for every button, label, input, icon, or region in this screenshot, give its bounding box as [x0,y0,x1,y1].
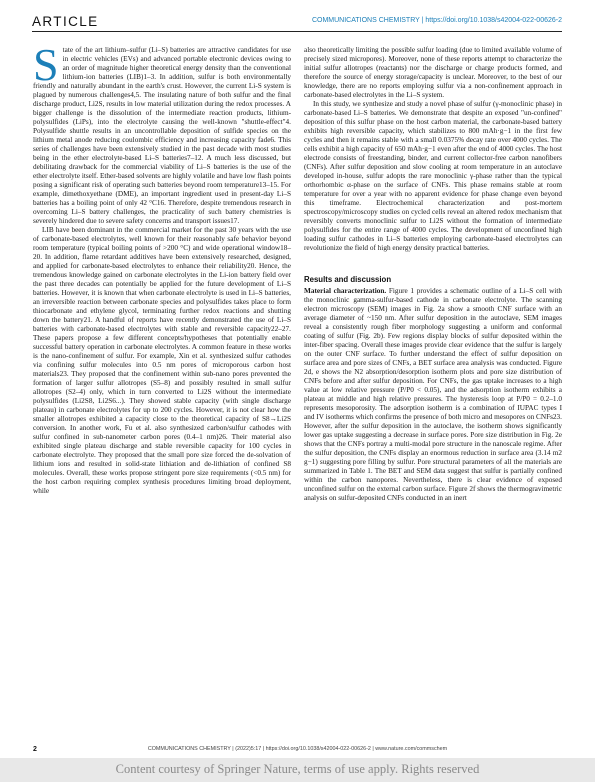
body-paragraph: also theoretically limiting the possible sulfur loading (due to limited available volume of precisely sized micropores). Moreover, none of these reports attempt to characterize the initial sulfur allotropes (reactants) nor the discharge or charge products formed, and therefore the source of energy storage/capacity is unclear. Moreover, to the best of our knowledge, there are no reports employing sulfur via a non-confinement approach in carbonate-based electrolytes in the Li–S system. [304,46,562,99]
intro-paragraph [33,39,291,226]
article-section-label: ARTICLE [32,14,99,29]
page-number: 2 [33,746,37,753]
footer-citation: COMMUNICATIONS CHEMISTRY | (2022)5:17 | https://doi.org/10.1038/s42004-022-00626-2 | www.nature.com/commschem [147,746,448,752]
drop-cap: S [33,39,59,90]
section-heading: Results and discussion [304,275,392,284]
page-header [32,14,562,30]
body-paragraph: In this study, we synthesize and study a novel phase of sulfur (γ-monoclinic phase) in carbonate-based Li–S batteries. We demonstrate that despite an exposed "un-confined" deposition of this sulfur phase on the host carbon material, the carbonate-based battery exhibits high reversible capacity, which stabilizes to 800 mAh·g−1 in the first few cycles and then it remains stable with a small 0.0375% decay rate over 4000 cycles. The cells exhibit a high capacity of 650 mAh·g−1 even after the end of 4000 cycles. The host electrode consists of freestanding, binder, and current collector-free carbon nanofibers (CNFs). After sulfur deposition and slow cooling at room temperature in an autoclave developed in-house, sulfur adopts the rare monoclinic γ-phase rather than the typical orthorhombic α-phase on the surface of CNFs. This phase remains stable at room temperature for over a year with no apparent evidence for phase change even beyond this timeframe. Electrochemical characterization and post-mortem spectroscopy/microscopy studies on cycled cells reveal an altered redox mechanism that reversibly converts monoclinic sulfur to Li2S without the formation of intermediate polysulfides for the entire range of 4000 cycles. The development of unconfined high loading sulfur cathodes in Li–S batteries employing carbonate-based electrolytes can revolutionize the field of high energy density practical batteries. [304,100,562,252]
journal-doi-link[interactable]: COMMUNICATIONS CHEMISTRY | https://doi.org/10.1038/s42004-022-00626-2 [311,17,562,24]
body-paragraph: LIB have been dominant in the commercial market for the past 30 years with the use of carbonate-based electrolytes, well known for their reasonably safe behavior beyond room temperature (typical boiling points of >200 °C) and wide operational window18–20. In addition, flame retardant additives have been extensively researched, designed, and applied for carbonate-based electrolytes to enhance their reliability20. Hence, the tremendous knowledge gained on carbonate electrolytes in the Li-ion battery field over the past three decades can potentially be applied for the future development of Li–S batteries. However, it is known that when carbonate electrolyte is used in Li–S batteries, an irreversible reaction between carbonate species and polysulfides takes place to form thiocarbonate and ethylene glycol, terminating further redox reactions and shutting down the battery21. A handful of reports have recently demonstrated the use of Li–S batteries with carbonate-based electrolytes with stable and reversible capacity22–27. These papers propose a few different concepts/hypotheses that potentially enable successful battery operation in carbonate electrolytes. A common feature in these works is the nano-confinement of sulfur. For example, Xin et al. synthesized sulfur cathodes via confining sulfur molecules into 0.5 nm pores of microporous carbon host materials23. They proposed that the confinement within sub-nano pores prevented the formation of larger sulfur allotropes (S5–8) and possibly resulted in small sulfur allotropes (S2–4) only, which in turn converted to Li2S without the intermediate polysulfides (Li2S8, Li2S6...). They showed stable capacity (with single discharge plateau) in carbonate electrolytes for up to 200 cycles. However, it is not clear how the smaller allotropes exhibited a capacity close to the theoretical capacity of S8→Li2S conversion. In another work, Fu et al. also synthesized carbon/sulfur cathodes with sulfur confined in sub-nanometer carbon pores (0.4–1 nm)26. Their material also exhibited single plateau discharge and stable reversible capacity for 100 cycles in carbonate electrolyte. They proposed that the small pore size forced the de-solvation of lithium ions and resulted in solid-state lithiation and de-lithiation of confined S8 molecules. Overall, these works propose stringent pore size requirements (<0.5 nm) for the host carbon requiring complex synthesis procedures limiting broad deployment, while [33,226,291,495]
intro-paragraph-text: tate of the art lithium–sulfur (Li–S) batteries are attractive candidates for use in electric vehicles (EVs) and advanced portable electronic devices owing to an order of magnitude higher theoretical energy density than the conventional lithium-ion batteries (LIB)1–3. In addition, sulfur is both environmentally friendly and naturally abundant in the earth's crust. However, the current Li-S system is plagued by numerous challenges4,5. The insulating nature of both sulfur and the final discharge product, Li2S, results in low material utilization during the redox processes. A bigger challenge is the dissolution of the intermediate reaction products, lithium-polysulfides (LiPs), into the electrolyte causing the well-known "shuttle-effect"4. Polysulfide shuttle results in an uncontrollable deposition of sulfide species on the lithium metal anode reducing coulombic efficiency and increasing capacity fade6. This series of challenges have been extensively studied in the past decade with most studies being in the ether electrolyte-based Li–S batteries7–12. A much less discussed, but debilitating drawback for the commercial viability of Li–S batteries is the use of the ether electrolyte itself. Ether-based solvents are highly volatile and have low flash points posing a significant risk of operating such batteries beyond room temperature13–15. For example, dimethoxyethane (DME), an important ingredient used in present-day Li–S batteries has a boiling point of only 42 °C16. Therefore, despite tremendous research in overcoming Li–S battery challenges, the practicality of such battery chemistries is severely hindered due to severe safety concerns and transport issues17. [33,46,291,225]
subsection-paragraph [304,287,562,503]
right-column [304,46,562,503]
content-credit-banner: Content courtesy of Springer Nature, terms of use apply. Rights reserved [0,758,595,782]
subsection-heading: Material characterization. [304,287,387,295]
subsection-text: Figure 1 provides a schematic outline of a Li–S cell with the monoclinic gamma-sulfur-based cathode in carbonate electrolyte. The scanning electron microscopy (SEM) images in Fig. 2a show a smooth CNF surface with an average diameter of ~150 nm. After sulfur deposition in the autoclave, SEM images reveal a consistently rough fiber morphology suggesting a uniform and conformal coating of sulfur (Fig. 2b). Few regions display blocks of sulfur deposited within the inter-fiber spacing. Overall these images provide clear evidence that the sulfur is largely on the outer CNF surface. To further understand the effect of sulfur deposition on surface area and pore sizes of CNFs, a BET surface area analysis was conducted. Figure 2d, e shows the N2 absorption/desorption isotherm plots and pore size distribution of CNFs before and after sulfur deposition. For CNFs, the gas uptake increases to a high value at low relative pressure (P/P0 < 0.05), and the adsorption isotherm exhibits a plateau at middle and high relative pressures. The hysteresis loop at P/P0 = 0.2–1.0 represents mesoporosity. The adsorption isotherm is a combination of IUPAC types I and IV isotherms which confirms the presence of both micro and mesopores on CNFs23. However, after the sulfur deposition in the autoclave, the isotherm shows significantly lower gas uptake suggesting a decrease in surface pores. Pore size distribution in Fig. 2e shows that the CNFs portray a multi-modal pore structure in the nanoscale regime. After the sulfur deposition, the CNFs display an enormous reduction in surface area (3.14 m2 g−1) suggesting pore filling by sulfur. Pore structural parameters of all the materials are summarized in Table 1. The BET and SEM data suggest that sulfur is partially confined within the carbon nanopores. Nevertheless, there is clear evidence of exposed unconfined sulfur on the external carbon surface. Figure 2f shows the thermogravimetric analysis on sulfur-deposited CNFs conducted in an inert [304,287,563,502]
left-column [33,39,291,496]
header-rule [32,31,562,32]
